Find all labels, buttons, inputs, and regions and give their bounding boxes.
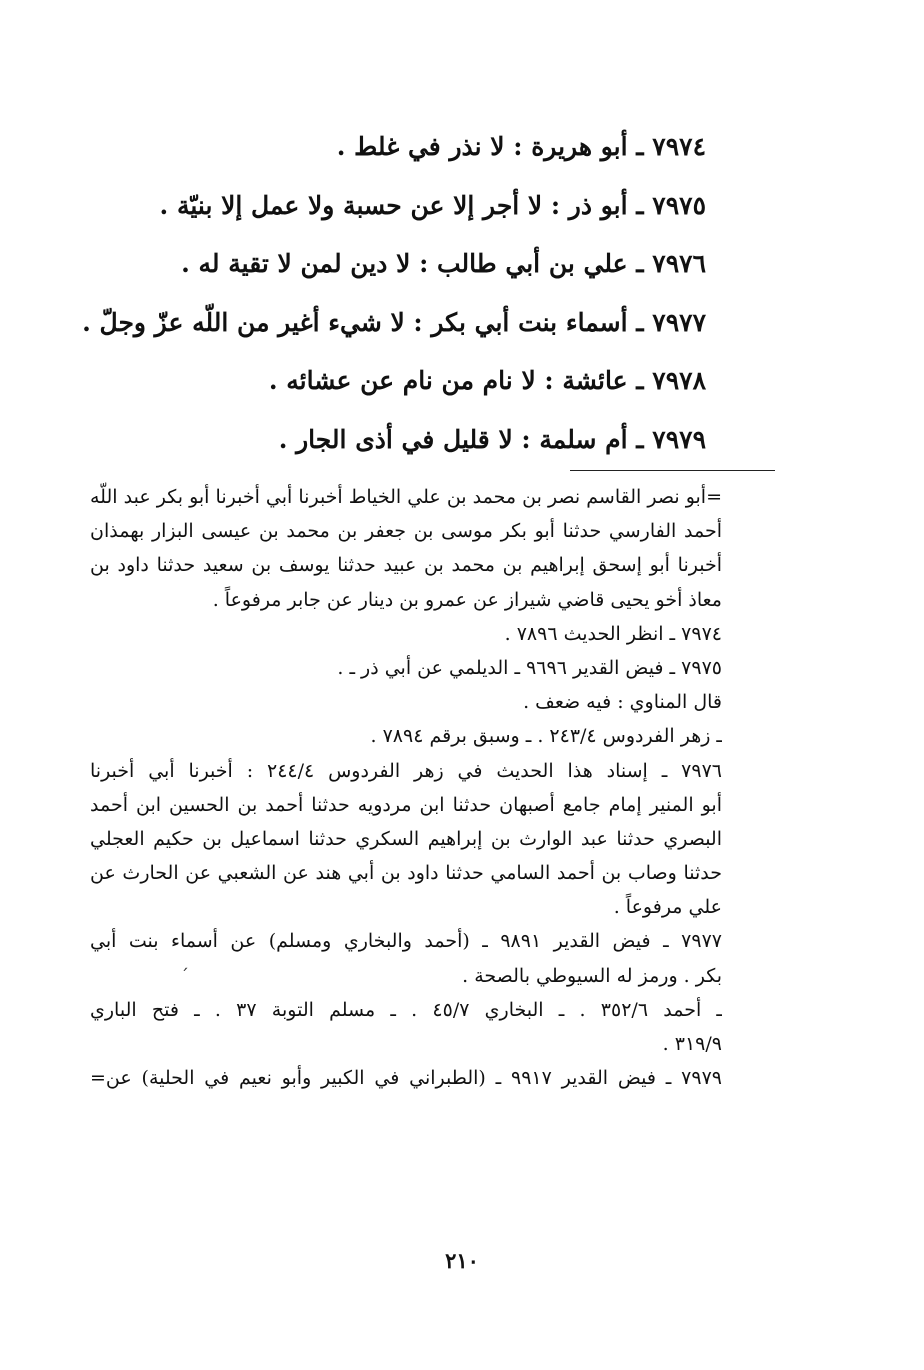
hadith-entry-7977: ٧٩٧٧ ـ أسماء بنت أبي بكر : لا شيء أغير من اللّه عزّ وجلّ . [82,307,706,337]
footnote-7975: ٧٩٧٥ ـ فيض القدير ٩٦٩٦ ـ الديلمي عن أبي ذر ـ . [337,656,722,679]
footnote-line: معاذ أخو يحيى قاضي شيراز عن عمرو بن دينار عن جابر مرفوعاً . [212,588,722,611]
hadith-entry-7975: ٧٩٧٥ ـ أبو ذر : لا أجر إلا عن حسبة ولا عمل إلا بنيّة . [159,190,706,220]
page-number: ٢١٠ [445,1248,479,1273]
footnote-line: ٣١٩/٩ . [662,1033,722,1055]
footnote-separator [570,470,775,471]
footnote-line: حدثنا وصاب بن أحمد السامي حدثنا داود بن أبي هند عن الشعبي عن الحارث عن [90,862,722,885]
footnote-line: أبو المنير إمام جامع أصبهان حدثنا ابن مردويه حدثنا أحمد بن الحسين ابن أحمد [90,793,722,816]
footnote-7976: ٧٩٧٦ ـ إسناد هذا الحديث في زهر الفردوس ٢٤٤/٤ : أخبرنا أبي أخبرنا [90,759,722,782]
hadith-list [82,118,706,469]
footnote-line: البصري حدثنا عبد الوارث بن إبراهيم السكري حدثنا اسماعيل بن حكيم العجلي [90,827,722,850]
footnote-line: ـ أحمد ٣٥٢/٦ . ـ البخاري ٤٥/٧ . ـ مسلم التوبة ٣٧ . ـ فتح الباري [90,998,722,1021]
hadith-entry-7979: ٧٩٧٩ ـ أم سلمة : لا قليل في أذى الجار . [278,424,706,454]
hadith-entry-7978: ٧٩٧٨ ـ عائشة : لا نام من نام عن عشائه . [268,366,706,395]
stray-ink-mark: ˊ [180,966,189,987]
footnote-7974: ٧٩٧٤ ـ انظر الحديث ٧٨٩٦ . [504,622,722,645]
footnote-line: قال المناوي : فيه ضعف . [523,691,722,714]
footnote-line: بكر . ورمز له السيوطي بالصحة . [462,964,722,987]
footnote-line: أحمد الفارسي حدثنا أبو بكر موسى بن جعفر بن محمد بن عيسى البزار بهمذان [90,520,722,543]
hadith-entry-7974: ٧٩٧٤ ـ أبو هريرة : لا نذر في غلط . [336,132,706,161]
hadith-entry-7976: ٧٩٧٦ ـ علي بن أبي طالب : لا دين لمن لا تقية له . [181,249,706,278]
footnote-line: ـ زهر الفردوس ٢٤٣/٤ . ـ وسبق برقم ٧٨٩٤ . [370,725,722,748]
footnote-line: أخبرنا أبو إسحق إبراهيم بن محمد بن عبيد حدثنا يوسف بن سعيد حدثنا داود بن [90,554,722,577]
footnote-line: =أبو نصر القاسم نصر بن محمد بن علي الخياط أخبرنا أبي أخبرنا أبو بكر عبد اللّه [90,486,722,508]
footnote-line: علي مرفوعاً . [613,896,722,919]
footnotes [90,480,722,1095]
footnote-7979: ٧٩٧٩ ـ فيض القدير ٩٩١٧ ـ (الطبراني في الكبير وأبو نعيم في الحلية) عن= [90,1067,722,1090]
footnote-7977: ٧٩٧٧ ـ فيض القدير ٩٨٩١ ـ (أحمد والبخاري ومسلم) عن أسماء بنت أبي [90,930,722,953]
